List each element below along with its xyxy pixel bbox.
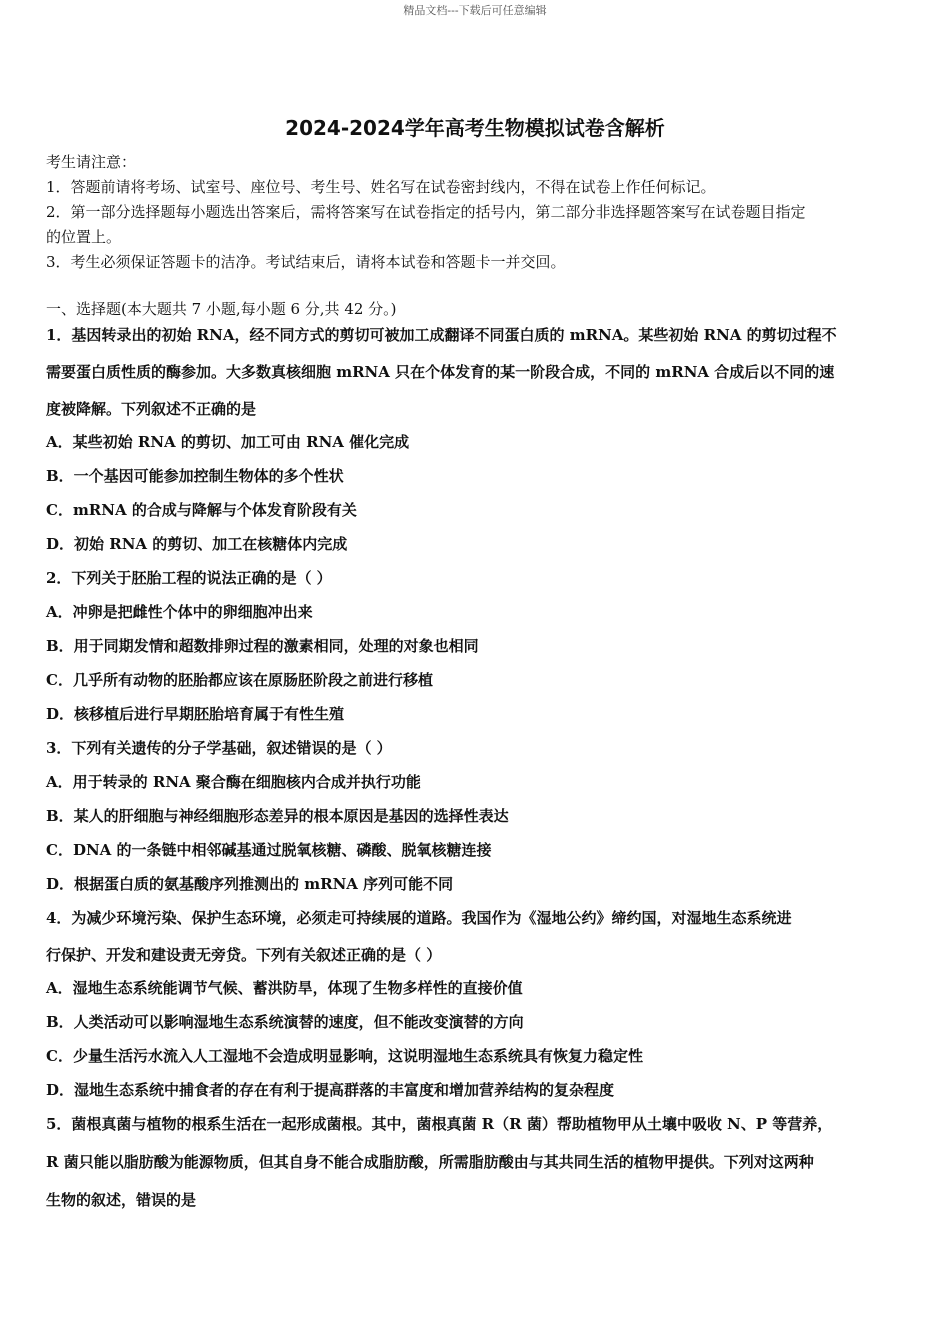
option-d: D．湿地生态系统中捕食者的存在有利于提高群落的丰富度和增加营养结构的复杂程度 [46,1081,615,1099]
question-4 [46,905,904,1111]
question-stem: 2．下列关于胚胎工程的说法正确的是（ ） [46,569,332,587]
option-b: B．用于同期发情和超数排卵过程的激素相同，处理的对象也相同 [46,637,479,655]
option-c: C．mRNA 的合成与降解与个体发育阶段有关 [46,501,357,519]
option-d: D．根据蛋白质的氨基酸序列推测出的 mRNA 序列可能不同 [46,875,454,893]
option-b: B．某人的肝细胞与神经细胞形态差异的根本原因是基因的选择性表达 [46,807,509,825]
page-title: 2024-2024学年高考生物模拟试卷含解析 [285,116,665,140]
question-stem: 1．基因转录出的初始 RNA，经不同方式的剪切可被加工成翻译不同蛋白质的 mRNA。某些初始 RNA 的剪切过程不 [46,326,837,344]
question-stem: 4．为减少环境污染、保护生态环境，必须走可持续展的道路。我国作为《湿地公约》缔约国，对湿地生态系统进 [46,909,792,927]
question-3 [46,735,904,905]
question-stem: 度被降解。下列叙述不正确的是 [46,400,257,418]
option-a: A．某些初始 RNA 的剪切、加工可由 RNA 催化完成 [46,433,410,451]
section-heading: 一、选择题(本大题共 7 小题,每小题 6 分,共 42 分。) [46,300,397,318]
option-c: C．几乎所有动物的胚胎都应该在原肠胚阶段之前进行移植 [46,671,433,689]
header-watermark: 精品文档---下载后可任意编辑 [403,4,547,17]
question-stem: 行保护、开发和建设责无旁贷。下列有关叙述正确的是（ ） [46,946,442,964]
question-stem: R 菌只能以脂肪酸为能源物质，但其自身不能合成脂肪酸，所需脂肪酸由与其共同生活的植物甲提供。下列对这两种 [46,1153,814,1171]
question-stem: 生物的叙述，错误的是 [46,1191,197,1209]
option-d: D．初始 RNA 的剪切、加工在核糖体内完成 [46,535,348,553]
option-a: A．用于转录的 RNA 聚合酶在细胞核内合成并执行功能 [46,773,421,791]
question-stem: 3．下列有关遗传的分子学基础，叙述错误的是（ ） [46,739,392,757]
option-b: B．一个基因可能参加控制生物体的多个性状 [46,467,344,485]
option-c: C．DNA 的一条链中相邻碱基通过脱氧核糖、磷酸、脱氧核糖连接 [46,841,492,859]
question-stem: 需要蛋白质性质的酶参加。大多数真核细胞 mRNA 只在个体发育的某一阶段合成，不同的 mRNA 合成后以不同的速 [46,363,835,381]
question-5 [46,1111,904,1225]
notice-item: 的位置上。 [46,228,122,246]
notice-block [46,150,904,275]
option-c: C．少量生活污水流入人工湿地不会造成明显影响，这说明湿地生态系统具有恢复力稳定性 [46,1047,643,1065]
question-2 [46,565,904,735]
option-d: D．核移植后进行早期胚胎培育属于有性生殖 [46,705,345,723]
notice-item: 2．第一部分选择题每小题选出答案后，需将答案写在试卷指定的括号内，第二部分非选择题答案写在试卷题目指定 [46,203,806,221]
document-body [46,150,904,1225]
option-b: B．人类活动可以影响湿地生态系统演替的速度，但不能改变演替的方向 [46,1013,524,1031]
question-1 [46,322,904,565]
notice-item: 3．考生必须保证答题卡的洁净。考试结束后，请将本试卷和答题卡一并交回。 [46,253,566,271]
notice-heading: 考生请注意： [46,153,137,171]
question-stem: 5．菌根真菌与植物的根系生活在一起形成菌根。其中，菌根真菌 R（R 菌）帮助植物甲从土壤中吸收 N、P 等营养， [46,1115,833,1133]
option-a: A．冲卵是把雌性个体中的卵细胞冲出来 [46,603,313,621]
option-a: A．湿地生态系统能调节气候、蓄洪防旱，体现了生物多样性的直接价值 [46,979,523,997]
notice-item: 1．答题前请将考场、试室号、座位号、考生号、姓名写在试卷密封线内，不得在试卷上作任何标记。 [46,178,716,196]
